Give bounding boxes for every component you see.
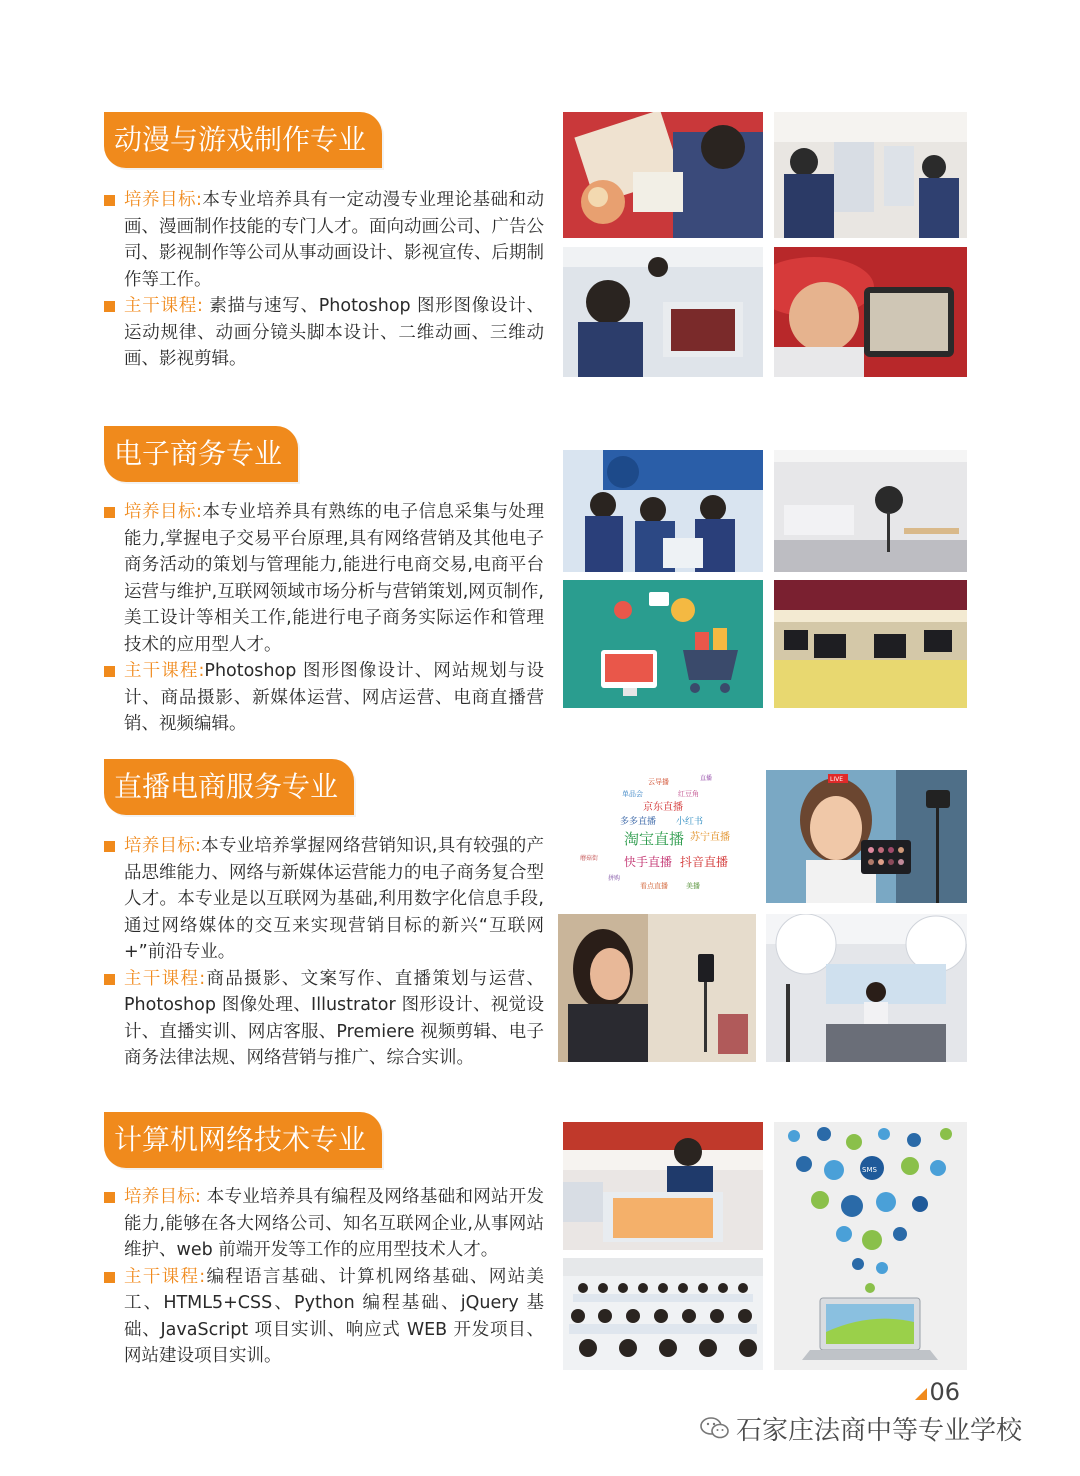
goal-paragraph [104, 833, 544, 966]
goal-text: 本专业培养具有一定动漫专业理论基础和动画、漫画制作技能的专门人才。面向动画公司、广告公司、影视制作等公司从事动画设计、影视宣传、后期制作等工作。 [124, 190, 544, 290]
word-cloud-item: 小红书 [676, 817, 704, 827]
word-cloud-item: 抖音直播 [680, 855, 729, 869]
course-paragraph [104, 658, 544, 738]
photo-teacher-lab [563, 1122, 763, 1250]
bullet-square-icon [104, 507, 115, 518]
word-cloud-item: 红豆角 [678, 790, 699, 798]
goal-paragraph [104, 187, 544, 293]
photo-live-streamer [766, 770, 967, 903]
goal-text: 本专业培养具有熟练的电子信息采集与处理能力,掌握电子交易平台原理,具有网络营销及其他电子商务活动的策划与管理能力,能进行电商交易,电商平台运营与维护,互联网领域市场分析与营销策划,网页制作,美工设计等相关工作,能进行电子商务实际运作和管理技术的应用型人才。 [124, 502, 544, 655]
bullet-square-icon [104, 1272, 115, 1283]
footer-watermark [700, 1410, 1022, 1447]
section-desc-network [104, 1184, 544, 1370]
word-cloud-item: 淘宝直播 [624, 830, 685, 848]
section-desc-live-ecommerce [104, 833, 544, 1072]
section-title-ecommerce: 电子商务专业 [104, 426, 298, 482]
course-text: 商品摄影、文案写作、直播策划与运营、Photoshop 图像处理、Illustrator 图形设计、视觉设计、直播实训、网店客服、Premiere 视频剪辑、电子商务法律法规、网络营销与推广、综合实训。 [124, 968, 544, 1068]
photo-network-illustration [774, 1122, 967, 1370]
course-paragraph [104, 1264, 544, 1370]
goal-label: 培养目标: [124, 836, 201, 856]
bullet-square-icon [104, 195, 115, 206]
word-cloud-item: 苏宁直播 [690, 832, 730, 843]
photo-tablet-drawing [774, 247, 967, 377]
word-cloud-item: 单品会 [622, 790, 643, 798]
live-badge: LIVE [830, 776, 844, 783]
goal-paragraph [104, 499, 544, 658]
photo-live-studio [766, 914, 967, 1062]
course-label: 主干课程: [124, 1266, 206, 1287]
bullet-square-icon [104, 1192, 115, 1203]
word-cloud-item: 多多直播 [620, 817, 657, 827]
course-paragraph [104, 293, 544, 373]
word-cloud-item: 蘑菇街 [580, 855, 599, 862]
photo-word-cloud [558, 770, 756, 900]
sms-label: SMS [862, 1166, 877, 1174]
word-cloud-item: 拼购 [608, 875, 621, 882]
bullet-square-icon [104, 301, 115, 312]
word-cloud-item: 京东直播 [643, 802, 683, 813]
goal-label: 培养目标: [124, 502, 202, 522]
section-desc-ecommerce [104, 499, 544, 738]
photo-computer-lab-1 [774, 112, 967, 238]
photo-students-group [563, 450, 763, 572]
section-title-network: 计算机网络技术专业 [104, 1112, 382, 1168]
course-label: 主干课程: [124, 296, 203, 316]
word-cloud-item: 云导播 [648, 778, 669, 786]
photo-large-classroom [563, 1258, 763, 1370]
photo-computer-classroom [774, 580, 967, 708]
bullet-square-icon [104, 974, 115, 985]
goal-paragraph [104, 1184, 544, 1264]
page-number-text: 06 [929, 1378, 960, 1406]
section-title-live-ecommerce: 直播电商服务专业 [104, 759, 354, 815]
footer-text: 石家庄法商中等专业学校 [736, 1416, 1023, 1446]
word-cloud-item: 直播 [700, 775, 713, 782]
course-label: 主干课程: [124, 968, 206, 989]
bullet-square-icon [104, 841, 115, 852]
course-text: 素描与速写、Photoshop 图形图像设计、运动规律、动画分镜头脚本设计、二维动画、三维动画、影视剪辑。 [124, 296, 544, 369]
photo-student-phone-live [558, 914, 756, 1062]
photo-ecommerce-illustration [563, 580, 763, 708]
triangle-icon [915, 1388, 927, 1400]
course-text: Photoshop 图形图像设计、网站规划与设计、商品摄影、新媒体运营、网店运营、电商直播营销、视频编辑。 [124, 661, 544, 734]
goal-label: 培养目标: [124, 190, 202, 210]
course-paragraph [104, 966, 544, 1072]
photo-studio-room [774, 450, 967, 572]
goal-text: 本专业培养具有编程及网络基础和网站开发能力,能够在各大网络公司、知名互联网企业,从事网站维护、web 前端开发等工作的应用型技术人才。 [124, 1187, 544, 1260]
section-desc-animation [104, 187, 544, 373]
goal-label: 培养目标: [124, 1187, 201, 1207]
bullet-square-icon [104, 666, 115, 677]
word-cloud-item: 美播 [686, 882, 700, 890]
photo-computer-lab-2 [563, 247, 763, 377]
course-text: 编程语言基础、计算机网络基础、网站美工、HTML5+CSS、Python 编程基础、jQuery 基础、JavaScript 项目实训、响应式 WEB 开发项目、网站建设项目实训。 [124, 1266, 544, 1366]
photo-student-drawing [563, 112, 763, 238]
word-cloud-item: 快手直播 [624, 855, 673, 869]
page-number [915, 1378, 960, 1406]
section-title-animation: 动漫与游戏制作专业 [104, 112, 382, 168]
course-label: 主干课程: [124, 661, 205, 681]
goal-text: 本专业培养掌握网络营销知识,具有较强的产品思维能力、网络与新媒体运营能力的电子商务复合型人才。本专业是以互联网为基础,利用数字化信息手段,通过网络媒体的交互来实现营销目标的新兴“互联网 +”前沿专业。 [124, 836, 544, 962]
word-cloud-item: 看点直播 [640, 882, 668, 890]
wechat-icon [700, 1416, 730, 1447]
